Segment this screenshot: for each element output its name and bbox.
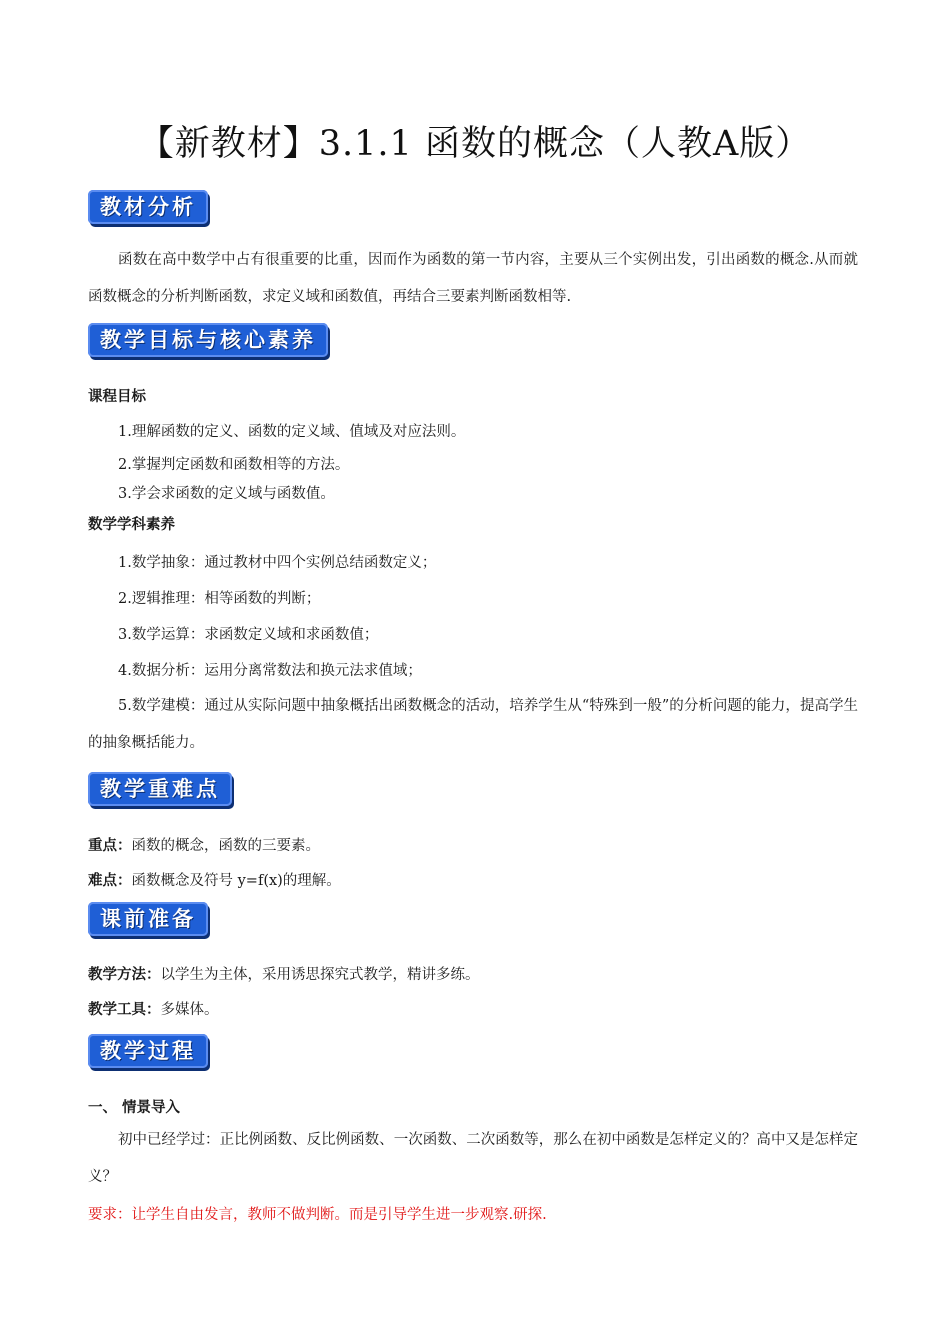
literacy-item: 2.逻辑推理：相等函数的判断； bbox=[118, 591, 321, 607]
difficult-point-text: 函数概念及符号 y=f(x)的理解。 bbox=[131, 873, 341, 889]
teaching-tool-label: 教学工具： bbox=[88, 1002, 161, 1018]
literacy-item: 3.数学运算：求函数定义域和求函数值； bbox=[118, 627, 379, 643]
course-goal-item bbox=[118, 420, 465, 441]
course-goal-item: 2.掌握判定函数和函数相等的方法。 bbox=[118, 457, 350, 473]
section-badge-keypoints: 教学重难点 bbox=[88, 772, 232, 806]
key-point-line bbox=[88, 834, 320, 855]
teaching-method-text: 以学生为主体，采用诱思探究式教学，精讲多练。 bbox=[160, 967, 480, 983]
course-goals-heading: 课程目标 bbox=[88, 389, 146, 405]
step1-paragraph: 初中已经学过：正比例函数、反比例函数、一次函数、二次函数等，那么在初中函数是怎样定义的？高中又是怎样定义？ bbox=[88, 1132, 858, 1185]
analysis-paragraph: 函数在高中数学中占有很重要的比重，因而作为函数的第一节内容，主要从三个实例出发，引出函数的概念.从而就函数概念的分析判断函数，求定义域和函数值，再结合三要素判断函数相等. bbox=[88, 252, 858, 305]
section-badge-process: 教学过程 bbox=[88, 1034, 208, 1068]
step1-heading: 一、 情景导入 bbox=[88, 1100, 181, 1116]
teaching-tool-text: 多媒体。 bbox=[160, 1002, 219, 1018]
difficult-point-line bbox=[88, 869, 341, 890]
course-goal-item-text: 1.理解函数的定义、函数的定义域、值域及对应法则。 bbox=[118, 424, 466, 440]
course-goal-item: 3.学会求函数的定义域与函数值。 bbox=[118, 486, 335, 502]
requirement-note: 要求：让学生自由发言，教师不做判断。而是引导学生进一步观察.研探. bbox=[88, 1207, 547, 1223]
literacy-heading: 数学学科素养 bbox=[88, 517, 175, 533]
section-badge-analysis: 教材分析 bbox=[88, 190, 208, 224]
teaching-tool-line bbox=[88, 998, 219, 1019]
document-title: 【新教材】3.1.1 函数的概念（人教A版） bbox=[138, 124, 812, 164]
key-point-text: 函数的概念，函数的三要素。 bbox=[131, 838, 320, 854]
literacy-item: 4.数据分析：运用分离常数法和换元法求值域； bbox=[118, 663, 422, 679]
teaching-method-label: 教学方法： bbox=[88, 967, 161, 983]
literacy-item: 1.数学抽象：通过教材中四个实例总结函数定义； bbox=[118, 555, 437, 571]
teaching-method-line bbox=[88, 963, 480, 984]
section-badge-goals: 教学目标与核心素养 bbox=[88, 323, 328, 357]
key-point-label: 重点： bbox=[88, 838, 132, 854]
literacy-item-5: 5.数学建模：通过从实际问题中抽象概括出函数概念的活动，培养学生从“特殊到一般”的分析问题的能力，提高学生的抽象概括能力。 bbox=[88, 698, 858, 751]
difficult-point-label: 难点： bbox=[88, 873, 132, 889]
section-badge-preparation: 课前准备 bbox=[88, 902, 208, 936]
